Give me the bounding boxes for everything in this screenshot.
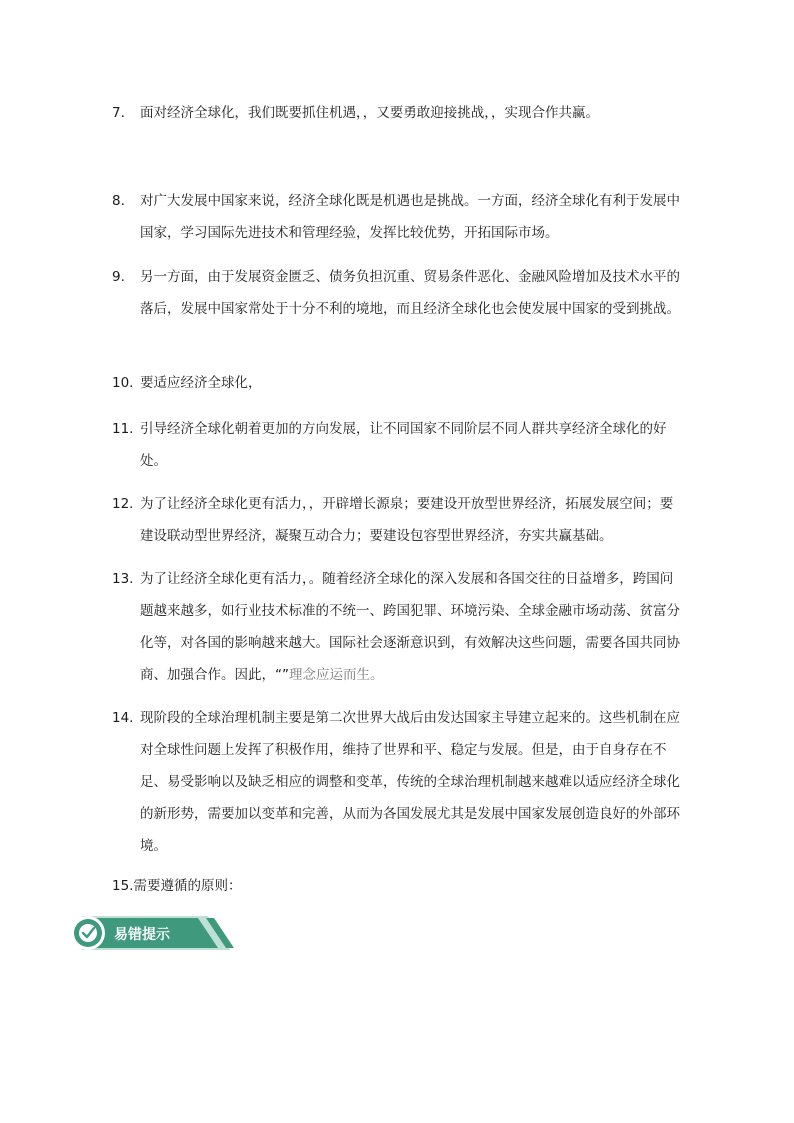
tip-banner-graphic <box>70 912 235 954</box>
tip-banner-label: 易错提示 <box>114 927 170 943</box>
item-text: 要适应经济全球化， <box>140 375 262 391</box>
item-8 <box>112 185 684 249</box>
item-number: 9. <box>112 269 125 285</box>
item-10 <box>112 367 684 399</box>
item-text: 为了让经济全球化更有活力，，开辟增长源泉；要建设开放型世界经济，拓展发展空间；要建设联动型世界经济，凝聚互动合力；要建设包容型世界经济，夯实共赢基础。 <box>140 496 674 544</box>
item-number: 13. <box>112 571 134 587</box>
item-13 <box>112 563 684 691</box>
item-number: 8. <box>112 193 125 209</box>
item-text <box>140 563 684 691</box>
item-text: 现阶段的全球治理机制主要是第二次世界大战后由发达国家主导建立起来的。这些机制在应对全球性问题上发挥了积极作用，维持了世界和平、稳定与发展。但是，由于自身存在不足、易受影响以及缺乏相应的调整和变革，传统的全球治理机制越来越难以适应经济全球化的新形势，需要加以变革和完善，从而为各国发展尤其是发展中国家发展创造良好的外部环境。 <box>140 710 680 854</box>
item-text: 对广大发展中国家来说，经济全球化既是机遇也是挑战。一方面，经济全球化有利于发展中国家，学习国际先进技术和管理经验，发挥比较优势，开拓国际市场。 <box>140 193 680 241</box>
tip-banner <box>70 912 235 954</box>
item-number: 11. <box>112 421 134 437</box>
item-number: 7. <box>112 105 125 121</box>
item-text-main: 为了让经济全球化更有活力，。随着经济全球化的深入发展和各国交往的日益增多，跨国问题越来越多，如行业技术标准的不统一、跨国犯罪、环境污染、全球金融市场动荡、贫富分化等，对各国的影响越来越大。国际社会逐渐意识到，有效解决这些问题，需要各国共同协商、加强合作。因此，“” <box>140 571 680 683</box>
item-number: 10. <box>112 375 134 391</box>
item-text: 需要遵循的原则： <box>133 878 242 894</box>
item-number: 14. <box>112 710 134 726</box>
item-15 <box>112 870 684 902</box>
item-7 <box>112 97 684 129</box>
item-12 <box>112 488 684 552</box>
item-text: 面对经济全球化，我们既要抓住机遇，，又要勇敢迎接挑战，，实现合作共赢。 <box>140 105 599 121</box>
item-14 <box>112 702 684 862</box>
item-text: 引导经济全球化朝着更加的方向发展，让不同国家不同阶层不同人群共享经济全球化的好处。 <box>140 421 667 469</box>
item-number: 12. <box>112 496 134 512</box>
item-text-faded: 理念应运而生。 <box>289 667 384 683</box>
item-11 <box>112 413 684 477</box>
item-text: 另一方面，由于发展资金匮乏、债务负担沉重、贸易条件恶化、金融风险增加及技术水平的落后，发展中国家常处于十分不利的境地，而且经济全球化也会使发展中国家的受到挑战。 <box>140 269 680 317</box>
item-number: 15. <box>112 878 134 894</box>
item-9 <box>112 261 684 325</box>
